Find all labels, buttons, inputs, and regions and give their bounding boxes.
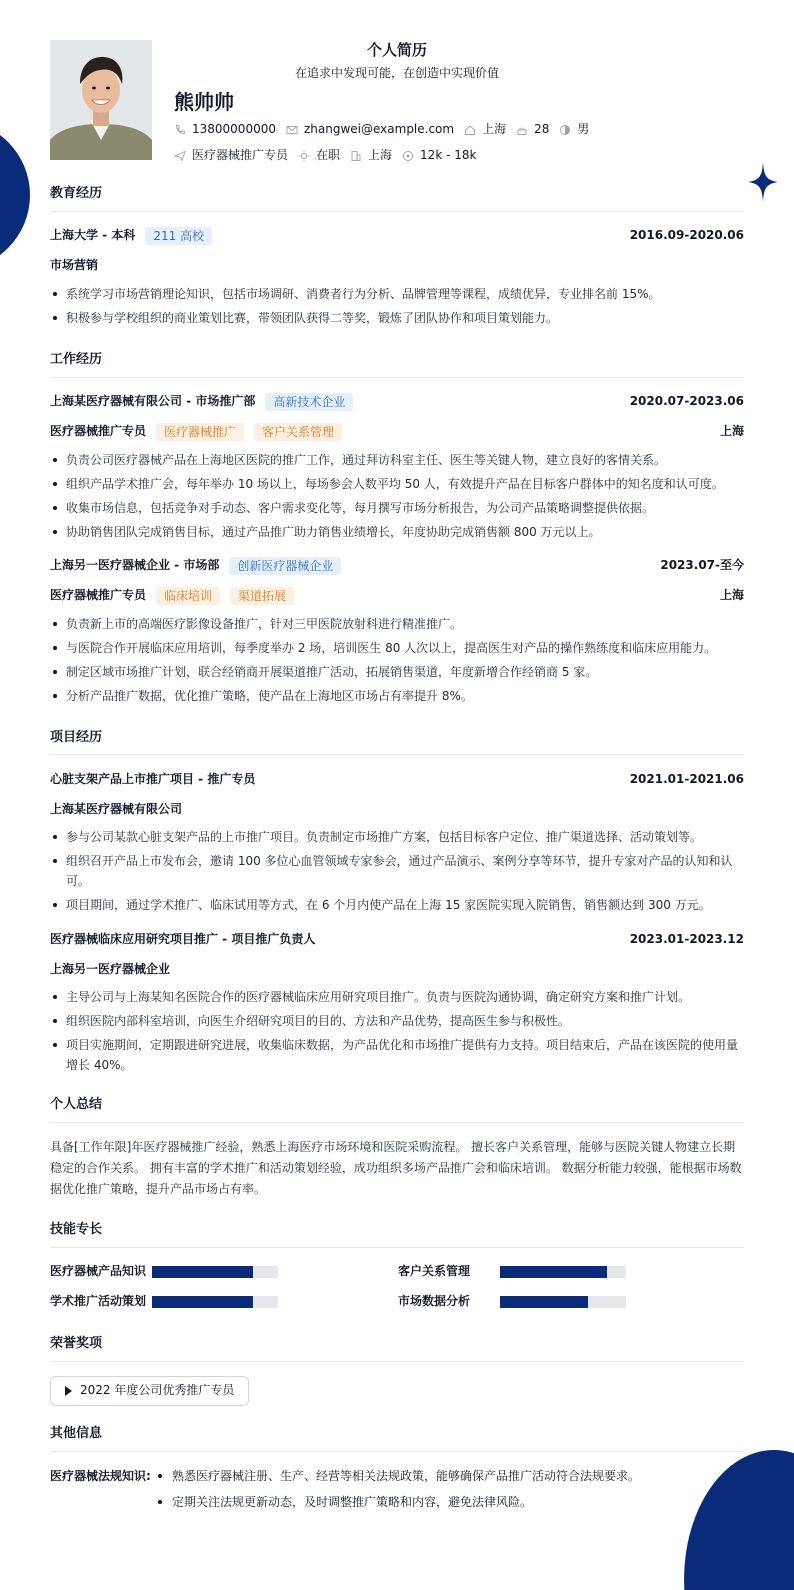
section-title-skills: 技能专长	[50, 1220, 744, 1248]
job-role: 医疗器械推广专员	[50, 424, 147, 438]
list-item: 组织召开产品上市发布会，邀请 100 多位心血管领域专家参会，通过产品演示、案例分享等环节，提升专家对产品的认知和认可。	[50, 851, 744, 891]
skill-name: 医疗器械产品知识	[50, 1264, 147, 1279]
skill-item	[398, 1262, 744, 1282]
summary-section	[50, 1095, 744, 1200]
list-item: 参与公司某款心脏支架产品的上市推广项目。负责制定市场推广方案，包括目标客户定位、推广渠道选择、活动策划等。	[50, 827, 744, 847]
skill-name: 学术推广活动策划	[50, 1294, 147, 1309]
section-title-other: 其他信息	[50, 1424, 744, 1452]
section-title-work: 工作经历	[50, 350, 744, 378]
list-item: 定期关注法规更新动态，及时调整推广策略和内容，避免法律风险。	[154, 1492, 640, 1512]
section-title-education: 教育经历	[50, 184, 744, 212]
resume-header	[50, 38, 744, 188]
work-date: 2020.07-2023.06	[629, 394, 744, 408]
skill-item	[50, 1262, 398, 1282]
document-title: 个人简历	[366, 41, 427, 59]
job-location: 上海	[719, 424, 744, 438]
other-section	[50, 1424, 744, 1518]
skill-tag: 医疗器械推广	[156, 423, 244, 441]
employment-status: 在职	[316, 148, 341, 162]
major-name: 市场营销	[50, 258, 99, 273]
skills-section	[50, 1220, 744, 1312]
education-date: 2016.09-2020.06	[629, 228, 744, 243]
project-org: 上海另一医疗器械企业	[50, 961, 171, 976]
skill-tag: 临床培训	[156, 587, 220, 605]
company-tag: 高新技术企业	[265, 393, 353, 411]
list-item: 组织产品学术推广会，每年举办 10 场以上，每场参会人数平均 50 人，有效提升产品在目标客户群体中的知名度和认可度。	[50, 474, 744, 494]
skill-name: 客户关系管理	[398, 1264, 471, 1279]
mail-icon	[286, 124, 298, 136]
gender-value: 男	[577, 122, 590, 136]
skill-tag: 渠道拓展	[230, 587, 294, 605]
home-city: 上海	[482, 122, 507, 136]
list-item: 协助销售团队完成销售目标，通过产品推广助力销售业绩增长，年度协助完成销售额 800 万元以上。	[50, 522, 744, 542]
company-tag: 创新医疗器械企业	[229, 557, 341, 575]
other-label: 医疗器械法规知识:	[50, 1468, 151, 1483]
list-item: 系统学习市场营销理论知识，包括市场调研、消费者行为分析、品牌管理等课程，成绩优异，专业排名前 15%。	[50, 284, 744, 304]
sparkle-icon	[748, 162, 778, 202]
skill-level-bar	[500, 1266, 626, 1278]
award-label: 2022 年度公司优秀推广专员	[80, 1383, 235, 1398]
resume-page	[50, 38, 744, 1518]
project-org: 上海某医疗器械有限公司	[50, 801, 183, 816]
list-item: 项目期间，通过学术推广、临床试用等方式，在 6 个月内使产品在上海 15 家医院实现入院销售，销售额达到 300 万元。	[50, 895, 744, 915]
school-name: 上海大学 - 本科	[50, 228, 136, 243]
skill-item	[50, 1292, 398, 1312]
list-item: 与医院合作开展临床应用培训，每季度举办 2 场，培训医生 80 人次以上，提高医生对产品的操作熟练度和临床应用能力。	[50, 638, 744, 658]
phone-icon	[174, 124, 186, 136]
section-title-projects: 项目经历	[50, 728, 744, 756]
document-subtitle: 在追求中发现可能，在创造中实现价值	[294, 66, 499, 80]
home-icon	[464, 124, 476, 136]
company-name: 上海某医疗器械有限公司 - 市场推广部	[50, 394, 256, 408]
list-item: 组织医院内部科室培训，向医生介绍研究项目的目的、方法和产品优势，提高医生参与积极性。	[50, 1011, 744, 1031]
job-role: 医疗器械推广专员	[50, 588, 147, 602]
list-item: 负责新上市的高端医疗影像设备推广，针对三甲医院放射科进行精准推广。	[50, 614, 744, 634]
building-icon	[350, 150, 362, 162]
project-date: 2023.01-2023.12	[629, 931, 744, 946]
skill-level-fill	[152, 1296, 253, 1308]
salary-icon	[402, 150, 414, 162]
skill-item	[398, 1292, 744, 1312]
sun-icon	[298, 150, 310, 162]
target-position: 医疗器械推广专员	[192, 148, 289, 162]
skill-level-bar	[152, 1266, 278, 1278]
gender-icon	[559, 124, 571, 136]
project-name: 心脏支架产品上市推广项目 - 推广专员	[50, 771, 256, 786]
skill-level-fill	[500, 1266, 607, 1278]
company-name: 上海另一医疗器械企业 - 市场部	[50, 558, 220, 572]
project-name: 医疗器械临床应用研究项目推广 - 项目推广负责人	[50, 931, 316, 946]
cake-icon	[516, 124, 528, 136]
decorative-corner-top-left	[0, 120, 30, 270]
work-entry	[50, 556, 744, 706]
candidate-name: 熊帅帅	[174, 90, 234, 114]
work-date: 2023.07-至今	[660, 558, 744, 572]
skill-name: 市场数据分析	[398, 1294, 471, 1309]
award-item[interactable]	[50, 1376, 249, 1406]
skill-level-bar	[500, 1296, 626, 1308]
list-item: 熟悉医疗器械注册、生产、经营等相关法规政策，能够确保产品推广活动符合法规要求。	[154, 1466, 640, 1486]
summary-text: 具备[工作年限]年医疗器械推广经验，熟悉上海医疗市场环境和医院采购流程。 擅长客户关系管理，能够与医院关键人物建立长期稳定的合作关系。 拥有丰富的学术推广和活动策划经验，成功组织多场产品推广会和临床培训。 数据分析能力较强，能根据市场数据优化推广策略，提升产品市场占有率。	[50, 1140, 742, 1197]
list-item: 积极参与学校组织的商业策划比赛，带领团队获得二等奖，锻炼了团队协作和项目策划能力。	[50, 308, 744, 328]
projects-section	[50, 728, 744, 1076]
job-intent-row	[174, 146, 476, 165]
list-item: 主导公司与上海某知名医院合作的医疗器械临床应用研究项目推广。负责与医院沟通协调，确定研究方案和推广计划。	[50, 987, 744, 1007]
contact-info-row	[174, 120, 589, 139]
play-triangle-icon	[65, 1386, 72, 1396]
project-date: 2021.01-2021.06	[629, 771, 744, 786]
work-city: 上海	[368, 148, 393, 162]
list-item: 负责公司医疗器械产品在上海地区医院的推广工作，通过拜访科室主任、医生等关键人物，建立良好的客情关系。	[50, 450, 744, 470]
section-title-awards: 荣誉奖项	[50, 1334, 744, 1362]
job-location: 上海	[719, 588, 744, 602]
section-title-summary: 个人总结	[50, 1095, 744, 1123]
skill-level-fill	[500, 1296, 588, 1308]
expected-salary: 12k - 18k	[420, 148, 477, 162]
education-entry	[50, 226, 744, 328]
work-section	[50, 350, 744, 706]
list-item: 制定区域市场推广计划，联合经销商开展渠道推广活动，拓展销售渠道，年度新增合作经销商 5 家。	[50, 662, 744, 682]
skill-tag: 客户关系管理	[254, 423, 342, 441]
phone-number: 13800000000	[192, 122, 276, 136]
send-icon	[174, 150, 186, 162]
list-item: 收集市场信息，包括竞争对手动态、客户需求变化等，每月撰写市场分析报告，为公司产品策略调整提供依据。	[50, 498, 744, 518]
list-item: 分析产品推广数据，优化推广策略，使产品在上海地区市场占有率提升 8%。	[50, 686, 744, 706]
project-entry	[50, 769, 744, 915]
skill-level-bar	[152, 1296, 278, 1308]
education-section	[50, 184, 744, 328]
email-address: zhangwei@example.com	[303, 122, 455, 136]
school-tag: 211 高校	[145, 227, 212, 245]
work-entry	[50, 392, 744, 542]
awards-section	[50, 1334, 744, 1406]
list-item: 项目实施期间，定期跟进研究进展，收集临床数据，为产品优化和市场推广提供有力支持。项目结束后，产品在该医院的使用量增长 40%。	[50, 1035, 744, 1075]
age-value: 28	[534, 122, 550, 136]
project-entry	[50, 929, 744, 1075]
skill-level-fill	[152, 1266, 253, 1278]
